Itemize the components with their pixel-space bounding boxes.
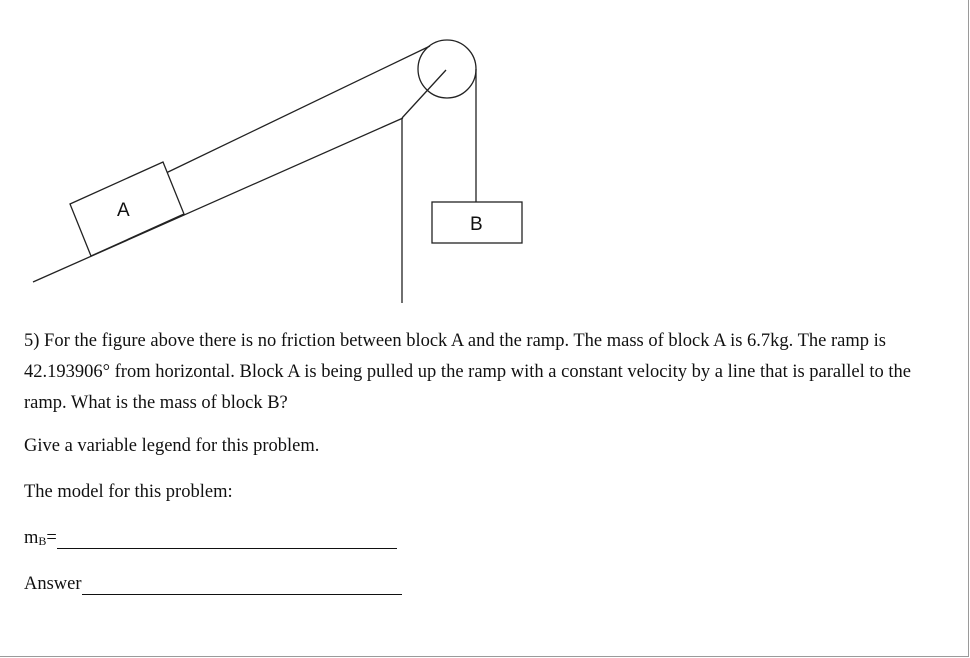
pulley: [418, 40, 476, 98]
block-b-label: B: [470, 214, 483, 235]
mass-b-subscript: B: [38, 534, 47, 548]
mass-b-answer-row: [24, 528, 397, 549]
answer-blank[interactable]: [82, 574, 402, 595]
mass-b-blank[interactable]: [57, 528, 397, 549]
pulley-bracket: [402, 70, 446, 118]
rope-ramp-segment: [166, 46, 430, 173]
mass-b-equals: =: [46, 528, 57, 548]
problem-statement: 5) For the figure above there is no friction between block A and the ramp. The mass of block A is 6.7kg. The ramp is 42.193906° from horizontal. Block A is being pulled up the ramp with a constant velocity by a line that is parallel to the ramp. What is the mass of block B?: [24, 331, 911, 413]
answer-label: Answer: [24, 574, 82, 594]
physics-figure: [0, 0, 970, 320]
answer-row: [24, 574, 402, 595]
legend-prompt: Give a variable legend for this problem.: [24, 436, 320, 456]
model-prompt: The model for this problem:: [24, 482, 233, 502]
block-a-label: A: [117, 200, 130, 221]
mass-b-symbol: m: [24, 528, 39, 548]
